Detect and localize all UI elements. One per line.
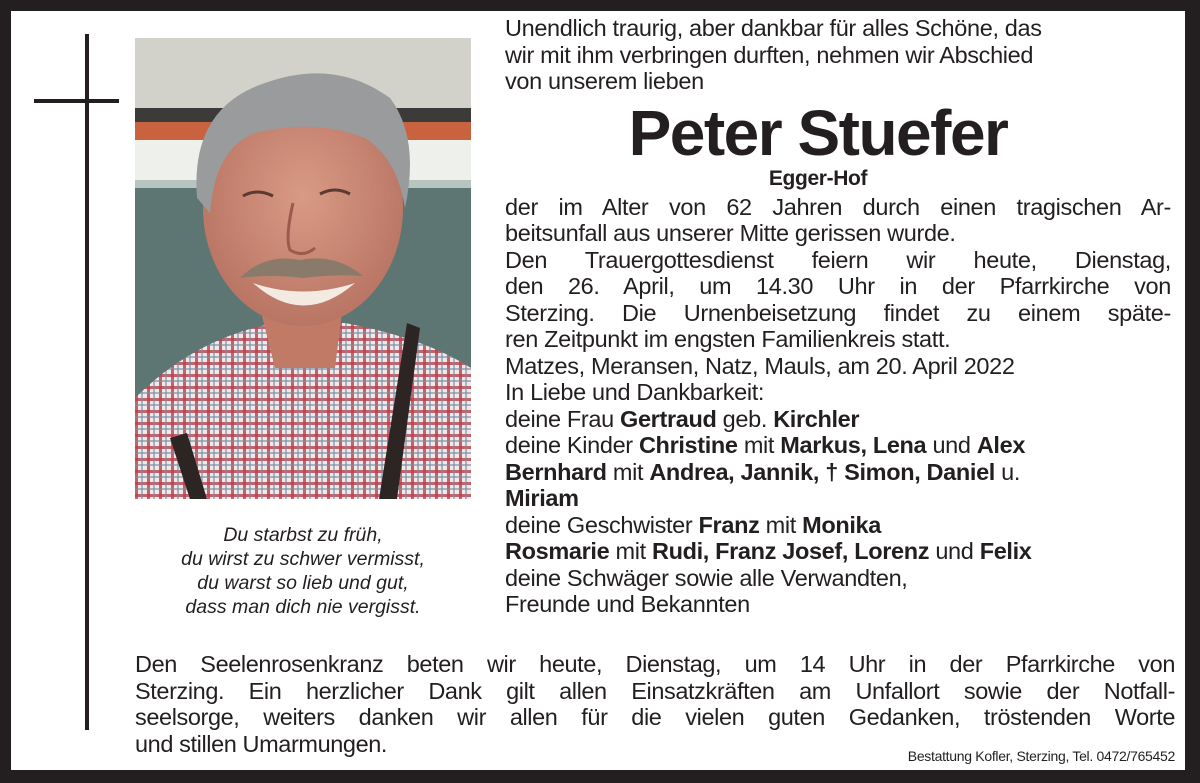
deceased-name: Peter Stuefer xyxy=(628,96,1008,169)
farm-name: Egger-Hof xyxy=(768,166,868,190)
portrait-photo xyxy=(135,38,471,499)
verse-line: du wirst zu schwer vermisst, xyxy=(181,548,425,570)
closing-line: Sterzing. Ein herzlicher Dank gilt allen Einsatzkräften am Unfallort sowie der Notfall- xyxy=(135,677,1175,704)
details-line: Sterzing. Die Urnenbeisetzung findet zu einem späte- xyxy=(505,299,1171,326)
mourner-siblings: deine Geschwister Franz mit Monika xyxy=(505,511,881,538)
closing-line: Den Seelenrosenkranz beten wir heute, Dienstag, um 14 Uhr in der Pfarrkirche von xyxy=(135,651,1175,677)
place-date: Matzes, Meransen, Natz, Mauls, am 20. April 2022 xyxy=(505,352,1015,379)
intro-line: von unserem lieben xyxy=(505,68,704,94)
mourner-children: Miriam xyxy=(505,485,579,511)
closing-text xyxy=(135,651,1175,757)
cross-icon-bar xyxy=(34,99,119,103)
verse-line: du warst so lieb und gut, xyxy=(197,572,409,594)
mourner-wife: deine Frau Gertraud geb. Kirchler xyxy=(505,405,860,432)
details-line: der im Alter von 62 Jahren durch einen tragischen Ar- xyxy=(505,193,1171,220)
cross-icon xyxy=(85,34,89,730)
verse-line: dass man dich nie vergisst. xyxy=(185,596,421,618)
mourner-children: Bernhard mit Andrea, Jannik, † Simon, Daniel u. xyxy=(505,458,1021,485)
signoff: In Liebe und Dankbarkeit: xyxy=(505,379,765,405)
intro-line: wir mit ihm verbringen durften, nehmen wir Abschied xyxy=(505,41,1034,68)
mourner-others: Freunde und Bekannten xyxy=(505,591,750,617)
mourner-siblings: Rosmarie mit Rudi, Franz Josef, Lorenz und Felix xyxy=(505,538,1032,564)
obituary-text xyxy=(505,15,1171,618)
verse-line: Du starbst zu früh, xyxy=(223,524,383,546)
obituary-card xyxy=(11,11,1185,770)
details-line: beitsunfall aus unserer Mitte gerissen wurde. xyxy=(505,220,956,246)
mourner-children: deine Kinder Christine mit Markus, Lena und Alex xyxy=(505,432,1026,458)
mourner-others: deine Schwäger sowie alle Verwandten, xyxy=(505,564,908,591)
details-line: Den Trauergottesdienst feiern wir heute, Dienstag, xyxy=(505,246,1171,273)
intro-line: Unendlich traurig, aber dankbar für alles Schöne, das xyxy=(505,15,1042,41)
closing-line: seelsorge, weiters danken wir allen für die vielen guten Gedanken, tröstenden Worte xyxy=(135,704,1175,730)
funeral-home-credit: Bestattung Kofler, Sterzing, Tel. 0472/765452 xyxy=(907,748,1175,764)
closing-line: und stillen Umarmungen. xyxy=(135,730,388,757)
memorial-verse xyxy=(135,523,471,619)
details-line: ren Zeitpunkt im engsten Familienkreis statt. xyxy=(505,326,951,352)
details-line: den 26. April, um 14.30 Uhr in der Pfarrkirche von xyxy=(505,273,1171,299)
